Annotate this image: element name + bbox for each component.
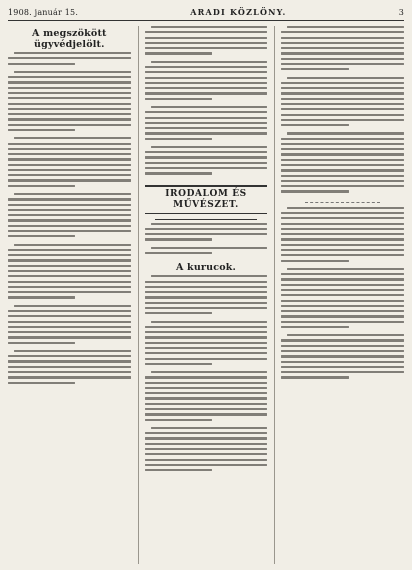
paragraph [8,137,131,190]
article-subtitle: A kurucok. [175,262,237,274]
text-line [151,223,268,225]
text-line [281,284,404,286]
text-line [281,260,348,262]
section-header [145,185,268,214]
text-line [281,238,404,240]
paragraph [145,321,268,369]
text-line [145,342,268,344]
paragraph [145,106,268,143]
text-line [145,77,268,79]
text-line [8,103,131,105]
text-line [8,153,131,155]
paragraph [8,52,131,68]
text-line [14,71,131,73]
text-line [281,321,404,323]
newspaper-name: ARADI KÖZLÖNY. [190,7,287,17]
text-line [281,63,404,65]
text-line [145,387,268,389]
text-line [145,312,212,314]
text-line [8,113,131,115]
text-line [8,118,131,120]
column-left [8,26,131,564]
text-line [281,153,404,155]
text-line [281,68,348,70]
text-line [145,127,268,129]
text-line [151,321,268,323]
text-line [8,366,131,368]
text-line [281,169,404,171]
paragraph [281,132,404,195]
text-line [145,302,268,304]
text-line [281,350,404,352]
text-line [145,331,268,333]
text-line [281,223,404,225]
text-line [281,114,404,116]
text-line [281,228,404,230]
text-line [145,403,268,405]
text-line [145,408,268,410]
text-line [8,235,75,237]
text-line [151,371,268,373]
text-line [281,148,404,150]
text-line [281,37,404,39]
text-line [145,111,268,113]
text-line [14,305,131,307]
masthead [8,7,404,21]
text-line [8,254,131,256]
text-line [145,71,268,73]
text-line [281,108,404,110]
paragraph [281,207,404,265]
text-line [8,286,131,288]
text-line [8,57,131,59]
paragraph [145,223,268,244]
text-line [8,76,131,78]
text-line [281,52,404,54]
text-line [145,437,268,439]
text-line [14,193,131,195]
text-line [145,47,268,49]
text-line [145,281,268,283]
text-line [281,233,404,235]
text-line [281,376,348,378]
text-line [8,87,131,89]
text-line [281,175,404,177]
column-right [274,26,404,564]
text-line [145,31,268,33]
text-line [145,326,268,328]
text-line [145,419,212,421]
paragraph [8,193,131,241]
text-line [145,358,268,360]
text-line [8,124,131,126]
text-line [145,228,268,230]
text-line [145,291,268,293]
text-line [151,26,268,28]
paragraph [8,305,131,347]
text-line [281,289,404,291]
text-line [145,238,212,240]
text-line [151,106,268,108]
text-line [145,37,268,39]
text-line [287,207,404,209]
text-line [8,225,131,227]
text-line [151,275,268,277]
paragraph [145,61,268,103]
text-line [281,82,404,84]
text-line [145,92,268,94]
text-line [145,98,212,100]
text-line [145,252,212,254]
text-line [145,162,268,164]
text-line [145,286,268,288]
text-line [8,382,75,384]
text-line [8,296,75,298]
text-line [145,397,268,399]
text-line [145,459,268,461]
text-line [8,108,131,110]
issue-date: 1908. január 15. [8,8,79,17]
text-line [151,427,268,429]
text-line [8,265,131,267]
text-line [8,143,131,145]
text-line [287,26,404,28]
text-line [8,204,131,206]
text-line [281,305,404,307]
text-line [8,174,131,176]
text-columns [8,26,404,564]
text-line [281,310,404,312]
text-line [145,167,268,169]
text-line [287,77,404,79]
text-line [145,413,268,415]
text-line [281,190,348,192]
text-line [14,137,131,139]
text-line [8,185,75,187]
text-line [281,47,404,49]
column-middle [138,26,268,564]
text-line [281,249,404,251]
paragraph [145,26,268,58]
text-line [8,275,131,277]
paragraph [8,350,131,387]
text-line [281,361,404,363]
text-line [8,198,131,200]
paragraph [281,26,404,74]
paragraph [145,275,268,317]
text-line [145,336,268,338]
text-line [281,119,404,121]
text-line [281,315,404,317]
text-line [281,345,404,347]
text-line [14,350,131,352]
text-line [281,103,404,105]
text-line [281,244,404,246]
text-line [145,233,268,235]
article-title: A megszökött ügyvédjelölt. [32,28,107,50]
text-line [281,212,404,214]
paragraph [145,371,268,424]
text-line [14,244,131,246]
text-line [8,331,131,333]
text-line [281,180,404,182]
section-rule [155,219,258,220]
text-line [8,259,131,261]
text-line [8,376,131,378]
text-line [8,63,75,65]
text-line [145,87,268,89]
article-separator [305,202,380,203]
text-line [151,247,268,249]
text-line [8,97,131,99]
text-line [281,58,404,60]
text-line [281,371,404,373]
text-line [281,326,348,328]
text-line [287,334,404,336]
text-line [8,148,131,150]
text-line [281,87,404,89]
text-line [281,164,404,166]
paragraph [145,427,268,475]
text-line [8,81,131,83]
text-line [145,117,268,119]
text-line [8,270,131,272]
text-line [281,217,404,219]
paragraph [281,77,404,130]
paragraph [281,334,404,382]
text-line [151,61,268,63]
text-line [8,230,131,232]
text-line [8,291,131,293]
text-line [14,52,131,54]
text-line [145,352,268,354]
text-line [281,355,404,357]
text-line [281,31,404,33]
text-line [8,355,131,357]
text-line [145,156,268,158]
text-line [8,310,131,312]
text-line [281,278,404,280]
text-line [8,281,131,283]
text-line [8,321,131,323]
text-line [8,158,131,160]
paragraph [145,247,268,258]
text-line [145,151,268,153]
text-line [281,42,404,44]
text-line [145,42,268,44]
text-line [145,138,212,140]
text-line [8,326,131,328]
text-line [281,98,404,100]
text-line [8,214,131,216]
text-line [151,146,268,148]
text-line [145,52,212,54]
text-line [145,464,268,466]
text-line [145,307,268,309]
text-line [8,164,131,166]
text-line [281,138,404,140]
text-line [145,122,268,124]
section-title: IRODALOM ÉS MŰVÉSZET. [165,188,247,210]
text-line [281,92,404,94]
text-line [281,143,404,145]
text-line [8,129,75,131]
text-line [281,254,404,256]
text-line [8,179,131,181]
text-line [8,219,131,221]
paragraph [281,268,404,331]
text-line [281,124,348,126]
text-line [8,249,131,251]
text-line [281,339,404,341]
paragraph [8,244,131,302]
text-line [145,82,268,84]
text-line [8,360,131,362]
text-line [281,185,404,187]
text-line [8,169,131,171]
text-line [145,132,268,134]
text-line [145,448,268,450]
text-line [145,347,268,349]
text-line [145,443,268,445]
text-line [145,376,268,378]
text-line [281,294,404,296]
text-line [8,209,131,211]
text-line [287,132,404,134]
paragraph [8,71,131,134]
text-line [145,172,212,174]
text-line [8,315,131,317]
text-line [281,159,404,161]
text-line [8,342,75,344]
text-line [145,363,212,365]
paragraph [145,146,268,178]
text-line [281,273,404,275]
text-line [145,469,212,471]
text-line [145,432,268,434]
text-line [145,382,268,384]
text-line [8,371,131,373]
page-number: 3 [398,8,404,17]
text-line [287,268,404,270]
text-line [145,296,268,298]
text-line [281,300,404,302]
text-line [281,366,404,368]
text-line [8,336,131,338]
text-line [145,392,268,394]
text-line [8,92,131,94]
text-line [145,66,268,68]
text-line [145,453,268,455]
